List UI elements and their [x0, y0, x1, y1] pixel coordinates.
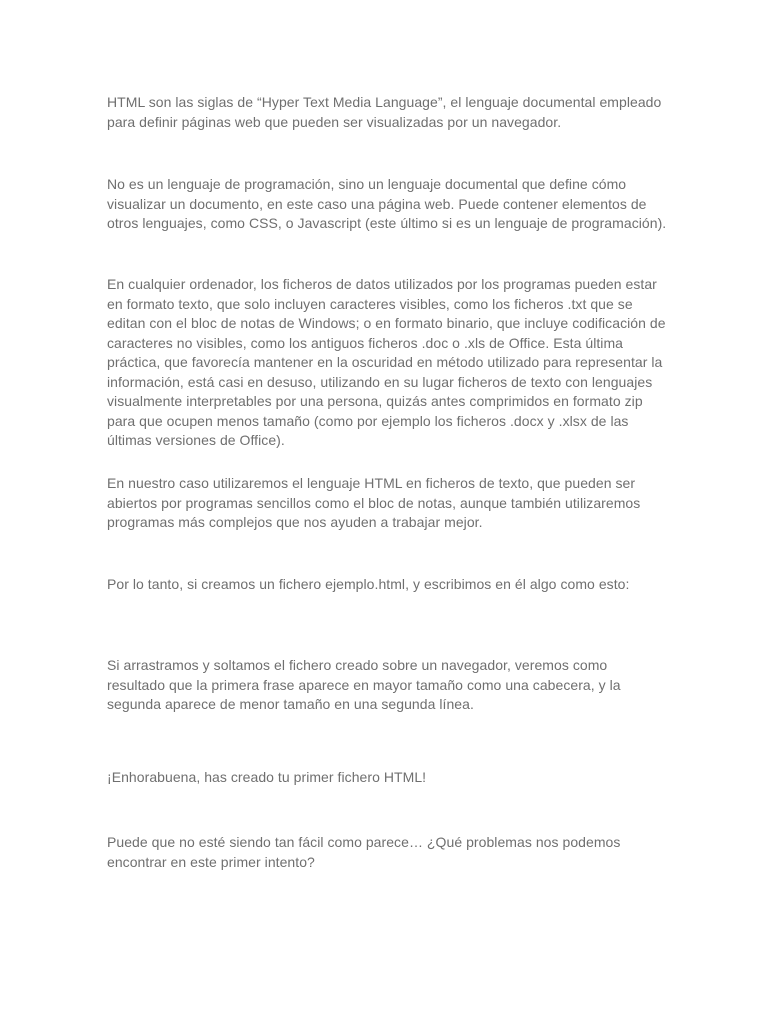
paragraph-problems-question: Puede que no esté siendo tan fácil como parece… ¿Qué problemas nos podemos encontrar en este primer intento? — [107, 834, 621, 870]
paragraph-drag-and-drop: Si arrastramos y soltamos el fichero creado sobre un navegador, veremos como resultado que la primera frase aparece en mayor tamaño como una cabecera, y la segunda aparece de menor tamaño en una segunda línea. — [107, 657, 621, 712]
paragraph-html-definition: HTML son las siglas de “Hyper Text Media Language”, el lenguaje documental empleado para definir páginas web que pueden ser visualizadas por un navegador. — [107, 94, 662, 130]
paragraph-not-programming-language: No es un lenguaje de programación, sino un lenguaje documental que define cómo visualizar un documento, en este caso una página web. Puede contener elementos de otros lenguajes, como CSS, o Javascript (este último si es un lenguaje de programación). — [107, 176, 667, 231]
paragraph-example-file: Por lo tanto, si creamos un fichero ejemplo.html, y escribimos en él algo como esto: — [107, 576, 630, 592]
paragraph-our-case: En nuestro caso utilizaremos el lenguaje HTML en ficheros de texto, que pueden ser abiertos por programas sencillos como el bloc de notas, aunque también utilizaremos programas más complejos que nos ayuden a trabajar mejor. — [107, 475, 641, 530]
paragraph-file-formats: En cualquier ordenador, los ficheros de datos utilizados por los programas pueden estar en formato texto, que solo incluyen caracteres visibles, como los ficheros .txt que se editan con el bloc de notas de Windows; o en formato binario, que incluye codificación de caracteres no visibles, como los antiguos ficheros .doc o .xls de Office. Esta última práctica, que favorecía mantener en la oscuridad en método utilizado para representar la información, está casi en desuso, utilizando en su lugar ficheros de texto con lenguajes visualmente interpretables por una persona, quizás antes comprimidos en formato zip para que ocupen menos tamaño (como por ejemplo los ficheros .docx y .xlsx de las últimas versiones de Office). — [107, 276, 666, 448]
paragraph-congratulations: ¡Enhorabuena, has creado tu primer fichero HTML! — [107, 769, 427, 785]
